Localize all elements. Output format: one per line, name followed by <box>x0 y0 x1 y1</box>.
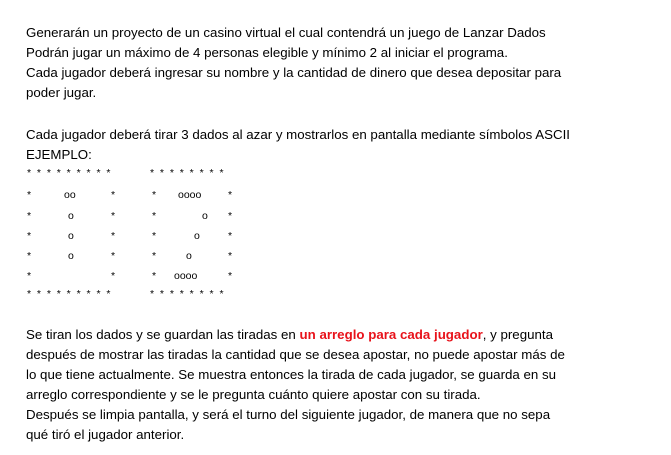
ascii-pips: o <box>68 230 74 242</box>
ascii-edge: * <box>27 210 32 222</box>
ascii-edge: * <box>152 230 157 242</box>
intro-line: Generarán un proyecto de un casino virtual el cual contendrá un juego de Lanzar Dados <box>26 25 546 40</box>
highlighted-text: un arreglo para cada jugador <box>299 327 483 342</box>
ascii-edge: * <box>111 250 116 262</box>
intro-line: Cada jugador deberá ingresar su nombre y la cantidad de dinero que desea depositar para <box>26 65 562 80</box>
ascii-pips: o <box>202 210 208 222</box>
ascii-edge: * <box>27 270 32 282</box>
rules-line: Después se limpia pantalla, y será el turno del siguiente jugador, de manera que no sepa <box>26 407 551 422</box>
ascii-die-left <box>27 168 127 298</box>
rules-line: qué tiró el jugador anterior. <box>26 427 185 442</box>
rules-line: arreglo correspondiente y se le pregunta cuánto quiere apostar con su tirada. <box>26 387 481 402</box>
ascii-edge: * <box>152 189 157 201</box>
ascii-border-top: * * * * * * * * * <box>27 167 111 179</box>
ascii-edge: * <box>152 270 157 282</box>
ascii-border-top: * * * * * * * * <box>150 167 224 179</box>
ascii-edge: * <box>27 250 32 262</box>
ascii-edge: * <box>228 250 233 262</box>
ascii-edge: * <box>228 189 233 201</box>
rules-line <box>26 325 553 345</box>
ascii-edge: * <box>111 189 116 201</box>
ascii-pips: oooo <box>174 270 198 282</box>
rules-text: , y pregunta <box>482 327 553 342</box>
ascii-edge: * <box>111 210 116 222</box>
ascii-pips: o <box>186 250 192 262</box>
ascii-edge: * <box>228 210 233 222</box>
ascii-border-bottom: * * * * * * * * <box>150 288 224 300</box>
ascii-pips: oo <box>64 189 76 201</box>
ascii-edge: * <box>228 270 233 282</box>
ascii-edge: * <box>111 270 116 282</box>
ascii-pips: o <box>68 250 74 262</box>
intro-line: poder jugar. <box>26 85 97 100</box>
ascii-edge: * <box>152 210 157 222</box>
ascii-edge: * <box>111 230 116 242</box>
rules-line: después de mostrar las tiradas la cantidad que se desea apostar, no puede apostar más de <box>26 347 565 362</box>
intro-line: Podrán jugar un máximo de 4 personas elegible y mínimo 2 al iniciar el programa. <box>26 45 508 60</box>
ascii-border-bottom: * * * * * * * * * <box>27 288 111 300</box>
ascii-edge: * <box>27 230 32 242</box>
ascii-edge: * <box>228 230 233 242</box>
rules-text: Se tiran los dados y se guardan las tiradas en <box>26 327 300 342</box>
ascii-edge: * <box>152 250 157 262</box>
dice-line: Cada jugador deberá tirar 3 dados al azar y mostrarlos en pantalla mediante símbolos ASCII <box>26 127 570 142</box>
ascii-pips: o <box>194 230 200 242</box>
ascii-pips: oooo <box>178 189 202 201</box>
ascii-edge: * <box>27 189 32 201</box>
ascii-pips: o <box>68 210 74 222</box>
ascii-die-right <box>150 168 240 298</box>
rules-line: lo que tiene actualmente. Se muestra entonces la tirada de cada jugador, se guarda en su <box>26 367 557 382</box>
example-label: EJEMPLO: <box>26 147 92 162</box>
